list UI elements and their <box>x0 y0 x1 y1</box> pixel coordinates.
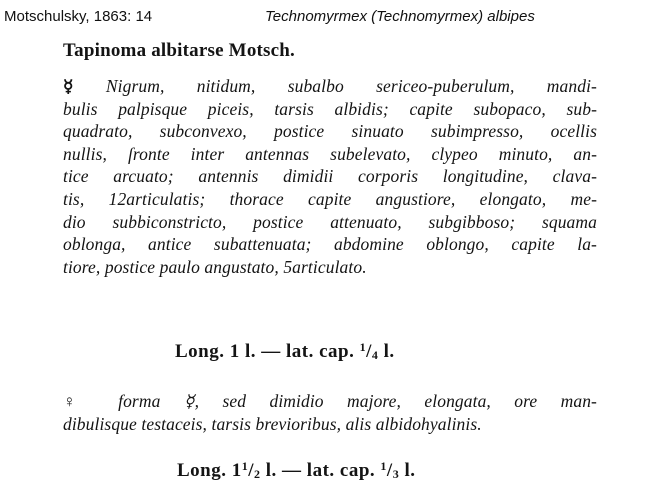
female-symbol: ♀ <box>63 392 95 411</box>
female-measurement <box>177 459 415 482</box>
worker-symbol: ☿ <box>63 77 74 96</box>
fraction-numerator: 1 <box>359 340 367 354</box>
text-line-content: Nigrum, nitidum, subalbo sericeo-puberulum, mandi- <box>105 76 597 96</box>
measure-text: Long. 1 l. — lat. cap. <box>175 341 360 362</box>
text-line: bulis palpisque piceis, tarsis albidis; capite subopaco, sub- <box>63 98 597 119</box>
female-description <box>63 390 597 435</box>
text-line: dio subbiconstricto, postice attenuato, subgibboso; squama <box>63 211 597 232</box>
measure-suffix: l. <box>399 460 416 481</box>
worker-description <box>63 75 597 278</box>
text-line: tice arcuato; antennis dimidii corporis longitudine, clava- <box>63 166 597 187</box>
text-line: oblonga, antice subattenuata; abdomine oblongo, capite la- <box>63 234 597 255</box>
text-line: tis, 12articulatis; thorace capite angustiore, elongato, me- <box>63 188 597 209</box>
taxon-header: Technomyrmex (Technomyrmex) albipes <box>265 8 535 25</box>
fraction-numerator: 1 <box>380 459 387 473</box>
species-title: Tapinoma albitarse Motsch. <box>63 40 295 61</box>
fraction-numerator: 1 <box>241 459 249 473</box>
citation-header: Motschulsky, 1863: 14 <box>4 8 153 25</box>
fraction-slash: / <box>366 341 372 362</box>
text-line: quadrato, subconvexo, postice sinuato subimpresso, ocellis <box>63 121 597 142</box>
fraction-denominator: 2 <box>254 467 261 481</box>
fraction-denominator: 4 <box>371 348 379 362</box>
text-line <box>63 390 597 413</box>
measure-middle: l. — lat. cap. <box>260 460 381 481</box>
text-line <box>63 75 597 98</box>
fraction-slash: / <box>248 460 255 481</box>
fraction-slash: / <box>386 460 393 481</box>
worker-measurement <box>175 340 395 363</box>
text-line-content: forma ☿, sed dimidio majore, elongata, ore man- <box>118 391 597 411</box>
fraction-denominator: 3 <box>392 467 400 481</box>
measure-text: Long. 1 <box>177 460 242 481</box>
measure-suffix: l. <box>378 341 395 362</box>
text-line: nullis, ſronte inter antennas subelevato, clypeo minuto, an- <box>63 143 597 164</box>
text-line: tiore, postice paulo angustato, 5articulato. <box>63 256 367 277</box>
text-line: dibulisque testaceis, tarsis brevioribus, alis albidohyalinis. <box>63 413 482 434</box>
